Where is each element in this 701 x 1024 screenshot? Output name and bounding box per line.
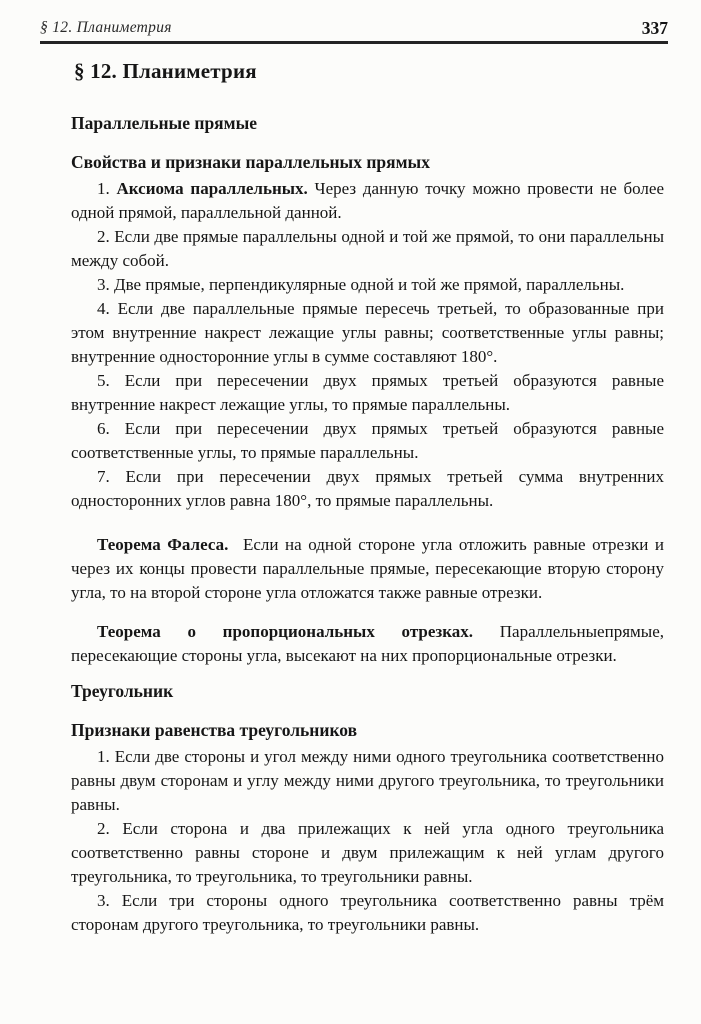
item-text: Если сторона и два прилежащих к ней угла одного треугольника соответственно равны стороне и двум прилежащим к ней углам другого треугольника, то треугольника, то треугольники равны. xyxy=(71,819,665,886)
section-heading-parallel-lines: Параллельные прямые xyxy=(71,113,257,133)
item-text: Если при пересечении двух прямых третьей сумма внутренних односторонних углов равна 180°, то прямые параллельны. xyxy=(71,467,665,510)
item-number: 4. xyxy=(97,299,110,318)
item-number: 3. xyxy=(97,275,110,294)
page-content xyxy=(71,50,664,937)
running-header xyxy=(40,19,668,44)
item-number: 2. xyxy=(97,227,110,246)
list-item xyxy=(71,465,664,513)
list-item xyxy=(71,177,664,225)
item-number: 1. xyxy=(97,179,110,198)
item-text: Если две параллельные прямые пересечь третьей, то образованные при этом внутренние накрест лежащие углы равны; соответственные углы равны; внутренние односторонние углы в сумме составляют 180°. xyxy=(71,299,664,366)
theorem-thales xyxy=(71,533,664,605)
theorem-text: Параллельныепрямые, пересекающие стороны угла, высекают на них пропорциональные отрезки. xyxy=(71,622,664,665)
list-item xyxy=(71,889,664,937)
item-lead: Аксиома параллельных. xyxy=(116,179,308,198)
item-text: Если три стороны одного треугольника соответственно равны трём сторонам другого треугольника, то треугольники равны. xyxy=(71,891,665,934)
item-number: 5. xyxy=(97,371,110,390)
list-item xyxy=(71,817,664,889)
theorem-text: Если на одной стороне угла отложить равные отрезки и через их концы провести параллельные прямые, пересекающие вторую сторону угла, то на второй стороне угла отложатся также равные отрезки. xyxy=(71,535,665,602)
item-number: 1. xyxy=(97,747,110,766)
item-text: Если при пересечении двух прямых третьей образуются равные внутренние накрест лежащие углы, то прямые параллельны. xyxy=(71,371,665,414)
item-number: 2. xyxy=(97,819,110,838)
item-number: 3. xyxy=(97,891,110,910)
subsection-heading-properties: Свойства и признаки параллельных прямых xyxy=(71,152,430,172)
item-text: Если при пересечении двух прямых третьей образуются равные соответственные углы, то прямые параллельны. xyxy=(71,419,665,462)
page-number: 337 xyxy=(641,17,668,38)
chapter-title: § 12. Планиметрия xyxy=(74,59,257,83)
list-item xyxy=(71,273,664,297)
theorem-title: Теорема о пропорциональных отрезках. xyxy=(97,622,474,641)
list-item xyxy=(71,297,664,369)
item-text: Через данную точку можно провести не более одной прямой, параллельной данной. xyxy=(71,179,665,222)
list-item xyxy=(71,417,664,465)
section-heading-triangle: Треугольник xyxy=(71,681,174,701)
theorem-proportional-segments xyxy=(71,620,664,668)
item-number: 6. xyxy=(97,419,110,438)
theorem-title: Теорема Фалеса. xyxy=(97,535,229,554)
item-text: Если две прямые параллельны одной и той же прямой, то они параллельны между собой. xyxy=(71,227,665,270)
item-number: 7. xyxy=(97,467,110,486)
item-text: Если две стороны и угол между ними одного треугольника соответственно равны двум сторонам и углу между ними другого треугольника, то треугольники равны. xyxy=(71,747,664,814)
list-item xyxy=(71,225,664,273)
subsection-heading-congruence: Признаки равенства треугольников xyxy=(71,720,358,740)
list-item xyxy=(71,745,664,817)
running-header-title: § 12. Планиметрия xyxy=(40,19,172,36)
list-item xyxy=(71,369,664,417)
item-text: Две прямые, перпендикулярные одной и той же прямой, параллельны. xyxy=(114,275,625,294)
